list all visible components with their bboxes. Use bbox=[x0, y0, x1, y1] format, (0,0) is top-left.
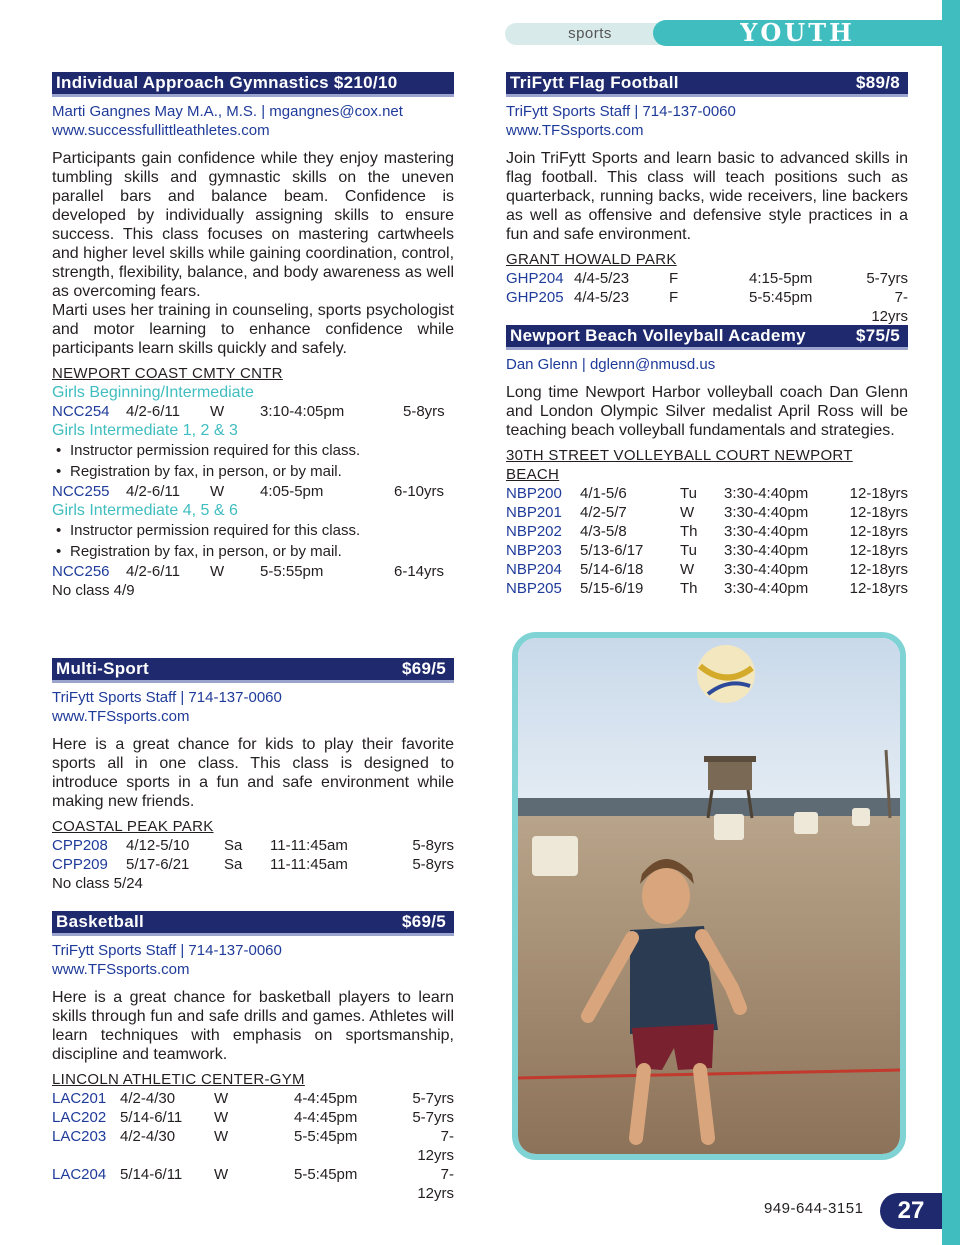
class-row: NBP200 4/1-5/6 Tu 3:30-4:40pm 12-18yrs bbox=[506, 485, 908, 502]
note-item: • Instructor permission required for this class. bbox=[56, 522, 361, 539]
gymnastics-description-2: Marti uses her training in counseling, sports psychologist and motor learning to enhance confidence while participants learn skills quickly and safely. bbox=[52, 302, 454, 357]
flagfootball-title: TriFytt Flag Football $89/8 bbox=[506, 72, 908, 97]
level-heading: Girls Intermediate 4, 5 & 6 bbox=[52, 502, 238, 519]
volleyball-location: 30TH STREET VOLLEYBALL COURT NEWPORT BEACH bbox=[506, 447, 853, 483]
multisport-description: Here is a great chance for kids to play their favorite sports all in one class. This class is designed to introduce sports in a fun and safe environment while making new friends. bbox=[52, 736, 454, 810]
multisport-website-link[interactable]: www.TFSsports.com bbox=[52, 708, 190, 725]
class-row: CPP208 4/12-5/10 Sa 11-11:45am 5-8yrs bbox=[52, 837, 454, 854]
class-row: NCC256 4/2-6/11 W 5-5:55pm 6-14yrs bbox=[52, 563, 445, 580]
gymnastics-description: Participants gain confidence while they enjoy mastering tumbling skills and gymnastic skills on the uneven parallel bars and balance beam. Confidence is developed by individually assigning skills to ensure success. This class focuses on mastering cartwheels and higher level skills while gaining coordination, control, strength, flexibility, balance, and body awareness as well as overcoming fears. bbox=[52, 150, 455, 300]
section-label: sports bbox=[505, 23, 675, 45]
gymnastics-website-link[interactable]: www.successfullittleathletes.com bbox=[52, 122, 270, 139]
basketball-instructor: TriFytt Sports Staff | 714-137-0060 www.TFSsports.com bbox=[52, 941, 454, 979]
class-row: LAC204 5/14-6/11 W 5-5:45pm 7-12yrs bbox=[52, 1166, 454, 1202]
level-heading: Girls Beginning/Intermediate bbox=[52, 384, 254, 401]
no-class-note: No class 4/9 bbox=[52, 582, 135, 599]
gymnastics-instructor: Marti Gangnes May M.A., M.S. | mgangnes@cox.net www.successfullittleathletes.com bbox=[52, 102, 454, 140]
page-header bbox=[505, 20, 942, 46]
note-item: • Registration by fax, in person, or by mail. bbox=[56, 543, 342, 560]
class-row: NBP201 4/2-5/7 W 3:30-4:40pm 12-18yrs bbox=[506, 504, 908, 521]
class-row: NCC255 4/2-6/11 W 4:05-5pm 6-10yrs bbox=[52, 483, 445, 500]
class-row: LAC202 5/14-6/11 W 4-4:45pm 5-7yrs bbox=[52, 1109, 454, 1126]
flagfootball-description: Join TriFytt Sports and learn basic to advanced skills in flag football. This class will teach positions such as quarterback, running backs, wide receivers, line backers as well as offensive and defensive style practices in a fun and safe environment. bbox=[506, 150, 908, 243]
class-row: CPP209 5/17-6/21 Sa 11-11:45am 5-8yrs bbox=[52, 856, 454, 873]
gymnastics-location: NEWPORT COAST CMTY CNTR bbox=[52, 365, 283, 382]
category-label: YOUTH bbox=[653, 20, 942, 46]
multisport-location: COASTAL PEAK PARK bbox=[52, 818, 214, 835]
multisport-section bbox=[52, 658, 454, 893]
beach-volleyball-illustration bbox=[518, 638, 900, 1154]
class-row: LAC201 4/2-4/30 W 4-4:45pm 5-7yrs bbox=[52, 1090, 454, 1107]
basketball-location: LINCOLN ATHLETIC CENTER-GYM bbox=[52, 1071, 305, 1088]
multisport-instructor: TriFytt Sports Staff | 714-137-0060 www.TFSsports.com bbox=[52, 688, 454, 726]
gymnastics-section bbox=[52, 72, 454, 600]
multisport-title: Multi-Sport $69/5 bbox=[52, 658, 454, 683]
class-row: GHP205 4/4-5/23 F 5-5:45pm 7-12yrs bbox=[506, 289, 908, 325]
flagfootball-website-link[interactable]: www.TFSsports.com bbox=[506, 122, 644, 139]
class-row: NCC254 4/2-6/11 W 3:10-4:05pm 5-8yrs bbox=[52, 403, 445, 420]
flagfootball-instructor: TriFytt Sports Staff | 714-137-0060 www.TFSsports.com bbox=[506, 102, 908, 140]
volleyball-instructor: Dan Glenn | dglenn@nmusd.us bbox=[506, 356, 716, 373]
note-item: • Registration by fax, in person, or by mail. bbox=[56, 463, 342, 480]
class-row: NBP205 5/15-6/19 Th 3:30-4:40pm 12-18yrs bbox=[506, 580, 908, 597]
basketball-title: Basketball $69/5 bbox=[52, 911, 454, 936]
level-heading: Girls Intermediate 1, 2 & 3 bbox=[52, 422, 238, 439]
note-item: • Instructor permission required for this class. bbox=[56, 442, 361, 459]
class-row: GHP204 4/4-5/23 F 4:15-5pm 5-7yrs bbox=[506, 270, 908, 287]
basketball-description: Here is a great chance for basketball players to learn skills through fun and safe drills and games. Athletes will learn techniques with emphasis on sportsmanship, discipline and teamwork. bbox=[52, 989, 454, 1063]
flagfootball-section bbox=[506, 72, 908, 326]
class-row: NBP203 5/13-6/17 Tu 3:30-4:40pm 12-18yrs bbox=[506, 542, 908, 559]
footer-phone: 949-644-3151 bbox=[764, 1200, 864, 1217]
right-edge-stripe bbox=[942, 0, 960, 1245]
volleyball-section bbox=[506, 325, 908, 598]
class-row: NBP202 4/3-5/8 Th 3:30-4:40pm 12-18yrs bbox=[506, 523, 908, 540]
page-number: 27 bbox=[880, 1193, 942, 1229]
gymnastics-title: Individual Approach Gymnastics $210/10 bbox=[52, 72, 454, 97]
volleyball-photo bbox=[512, 632, 906, 1160]
class-row: LAC203 4/2-4/30 W 5-5:45pm 7-12yrs bbox=[52, 1128, 454, 1164]
basketball-section bbox=[52, 911, 454, 1203]
volleyball-title: Newport Beach Volleyball Academy $75/5 bbox=[506, 325, 908, 350]
class-row: NBP204 5/14-6/18 W 3:30-4:40pm 12-18yrs bbox=[506, 561, 908, 578]
basketball-website-link[interactable]: www.TFSsports.com bbox=[52, 961, 190, 978]
no-class-note: No class 5/24 bbox=[52, 875, 143, 892]
volleyball-description: Long time Newport Harbor volleyball coach Dan Glenn and London Olympic Silver medalist April Ross will be teaching beach volleyball fundamentals and strategies. bbox=[506, 384, 908, 439]
flagfootball-location: GRANT HOWALD PARK bbox=[506, 251, 677, 268]
